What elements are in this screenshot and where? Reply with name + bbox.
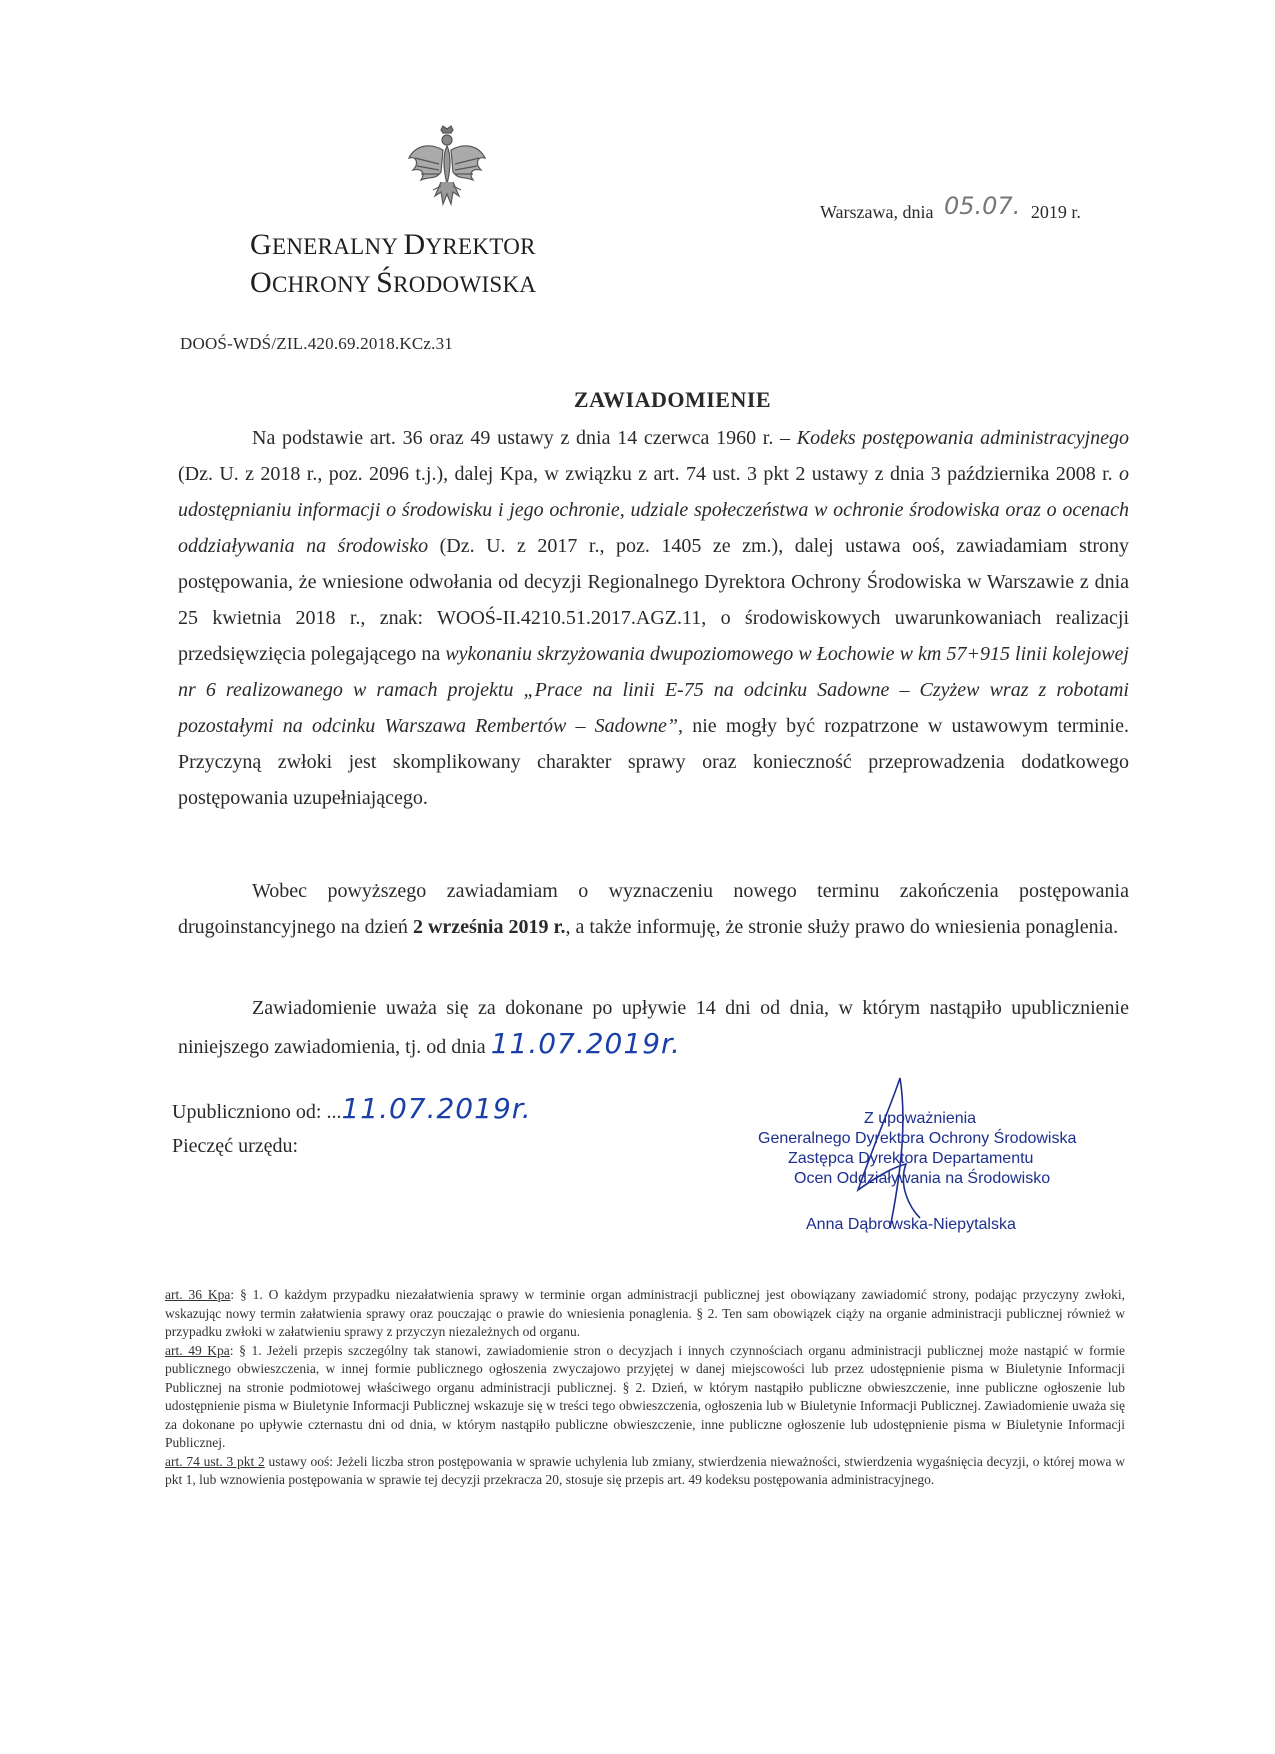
p1-text-a: Na podstawie art. 36 oraz 49 ustawy z dnia 14 czerwca 1960 r. – (252, 427, 797, 449)
legal-footnotes (165, 1286, 1125, 1490)
p1-text-c: (Dz. U. z 2017 r., poz. 1405 ze zm.), dalej ustawa ooś, zawiadamiam strony postępowania, że wniesione odwołania od decyzji Regionalnego Dyrektora Ochrony Środowiska w Warszawie z dnia 25 kwietnia 2018 r., znak: WOOŚ-II.4210.51.2017.AGZ.11, o środowiskowych uwarunkowaniach realizacji przedsięwzięcia polegającego na (178, 535, 1129, 665)
signature-name: Anna Dąbrowska-Niepytalska (806, 1216, 1016, 1233)
year-label: 2019 r. (1030, 202, 1081, 222)
handwritten-publication-date: 11.07.2019r. (490, 1027, 681, 1060)
publication-dots: ... (326, 1101, 342, 1123)
p1-law-title-kpa: Kodeks postępowania administracyjnego (796, 427, 1130, 449)
organization-name-line2: OCHRONY ŚRODOWISKA (250, 266, 537, 299)
new-deadline-date: 2 września 2019 r. (412, 916, 566, 938)
footnote-ref-art36: art. 36 Kpa (165, 1287, 231, 1302)
signature-line-3: Zastępca Dyrektora Departamentu (788, 1150, 1034, 1167)
footnote-text-art49: : § 1. Jeżeli przepis szczególny tak stanowi, zawiadomienie stron o decyzjach i innych czynnościach organu administracji publicznej może nastąpić w formie publicznego obwieszczenia, w innej formie publicznego ogłoszenia zwyczajowo przyjętej w danej miejscowości lub przez udostępnienie pisma w Biuletynie Informacji Publicznej na stronie podmiotowej właściwego organu administracji publicznej. § 2. Dzień, w którym nastąpiło publiczne obwieszczenie, inne publiczne ogłoszenie lub udostępnienie pisma w Biuletynie Informacji Publicznej wskazuje się w treści tego obwieszczenia, ogłoszenia lub w Biuletynie Informacji Publicznej. Zawiadomienie uważa się za dokonane po upływie czternastu dni od dnia, w którym nastąpiło publiczne obwieszczenie, inne publiczne ogłoszenie lub udostępnienie pisma w Biuletynie Informacji Publicznej. (165, 1342, 1125, 1450)
body-paragraph-1 (178, 420, 1129, 816)
p1-law-title-oos: o udostępnianiu informacji o środowisku i jego ochronie, udziale społeczeństwa w ochronie środowiska oraz o ocenach oddziaływania na środowisko (178, 463, 1129, 557)
document-title: ZAWIADOMIENIE (573, 387, 772, 412)
publication-line (172, 1092, 532, 1125)
footnote-art74 (165, 1453, 1125, 1490)
signature-line-2: Generalnego Dyrektora Ochrony Środowiska (758, 1130, 1077, 1147)
p3-text-a: Zawiadomienie uważa się za dokonane po upływie 14 dni od dnia, w którym nastąpiło upublicznienie niniejszego zawiadomienia, tj. od dnia (178, 997, 1129, 1058)
footnote-ref-art49: art. 49 Kpa (165, 1342, 230, 1358)
footnote-art49 (165, 1342, 1125, 1453)
signature-stamp (740, 1068, 1080, 1238)
signature-line-1: Z upoważnienia (864, 1110, 977, 1127)
p1-text-b: (Dz. U. z 2018 r., poz. 2096 t.j.), dalej Kpa, w związku z art. 74 ust. 3 pkt 2 ustawy z dnia 3 października 2008 r. (178, 463, 1119, 485)
place-and-date (820, 192, 1081, 224)
organization-name-line1: GENERALNY DYREKTOR (250, 228, 536, 261)
signature-line-4: Ocen Oddziaływania na Środowisko (794, 1170, 1051, 1187)
polish-eagle-emblem-icon (405, 124, 489, 216)
footnote-text-art36: : § 1. O każdym przypadku niezałatwienia sprawy w terminie organ administracji publicznej jest obowiązany zawiadomić strony, podając przyczyny zwłoki, wskazując nowy termin załatwienia sprawy oraz pouczając o prawie do wniesienia ponaglenia. § 2. Ten sam obowiązek ciąży na organie administracji publicznej również w przypadku zwłoki w załatwieniu sprawy z przyczyn niezależnych od organu. (165, 1287, 1125, 1339)
body-paragraph-3 (178, 990, 1129, 1065)
reference-number: DOOŚ-WDŚ/ZIL.420.69.2018.KCz.31 (180, 334, 453, 353)
p1-project-name: wykonaniu skrzyżowania dwupoziomowego w Łochowie w km 57+915 linii kolejowej nr 6 realizowanego w ramach projektu „Prace na linii E-75 na odcinku Sadowne – Czyżew wraz z robotami pozostałymi na odcinku Warszawa Rembertów – Sadowne” (178, 643, 1129, 737)
p2-text-a: Wobec powyższego zawiadamiam o wyznaczeniu nowego terminu zakończenia postępowania drugoinstancyjnego na dzień (178, 880, 1129, 938)
handwritten-date: 05.07. (944, 192, 1021, 220)
place-label: Warszawa, dnia (820, 202, 934, 222)
footnote-ref-art74: art. 74 ust. 3 pkt 2 (165, 1453, 265, 1469)
publication-label: Upubliczniono od: (172, 1101, 327, 1123)
footnote-art36 (165, 1286, 1125, 1342)
footnote-text-art74: ustawy ooś: Jeżeli liczba stron postępowania w sprawie uchylenia lub zmiany, stwierdzenia nieważności, stwierdzenia wygaśnięcia decyzji, o której mowa w pkt 1, lub wznowienia postępowania w sprawie tej decyzji przekracza 20, stosuje się przepis art. 49 kodeksu postępowania administracyjnego. (165, 1453, 1125, 1487)
handwritten-published-from-date: 11.07.2019r. (341, 1092, 532, 1125)
body-paragraph-2 (178, 873, 1129, 945)
office-stamp-label: Pieczęć urzędu: (172, 1135, 299, 1157)
p2-text-b: , a także informuję, że stronie służy prawo do wniesienia ponaglenia. (565, 916, 1119, 938)
p1-text-d: , nie mogły być rozpatrzone w ustawowym terminie. Przyczyną zwłoki jest skomplikowany charakter sprawy oraz konieczność przeprowadzenia dodatkowego postępowania uzupełniającego. (178, 715, 1129, 809)
